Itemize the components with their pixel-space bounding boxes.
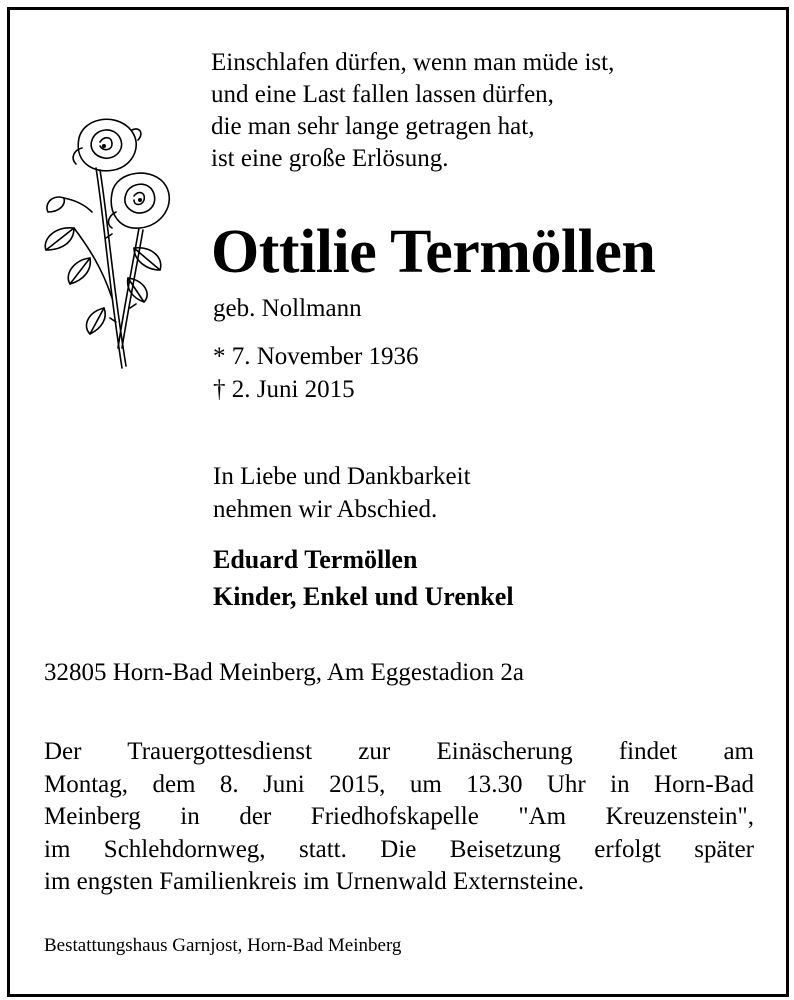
family-signature: [213, 541, 514, 615]
service-line: Montag, dem 8. Juni 2015, um 13.30 Uhr in Horn-Bad: [44, 770, 754, 798]
family-address: 32805 Horn-Bad Meinberg, Am Eggestadion 2a: [44, 659, 525, 686]
funeral-home: Bestattungshaus Garnjost, Horn-Bad Meinberg: [44, 935, 402, 956]
poem-line: und eine Last fallen lassen dürfen,: [211, 81, 554, 108]
poem-line: ist eine große Erlösung.: [211, 145, 449, 172]
service-line: Der Trauergottesdienst zur Einäscherung findet am: [44, 738, 754, 765]
poem: [211, 47, 614, 175]
service-line: im Schlehdornweg, statt. Die Beisetzung erfolgt später: [44, 835, 754, 863]
birth-date: * 7. November 1936: [213, 343, 419, 370]
deceased-name: Ottilie Termöllen: [211, 218, 656, 286]
service-announcement: [44, 736, 754, 899]
family-line: Eduard Termöllen: [213, 545, 418, 574]
life-dates: [213, 340, 419, 406]
farewell-text: [213, 460, 471, 526]
service-line: Meinberg in der Friedhofskapelle "Am Kreuzenstein",: [44, 803, 754, 830]
maiden-name: geb. Nollmann: [213, 295, 362, 322]
poem-line: Einschlafen dürfen, wenn man müde ist,: [211, 49, 615, 76]
rose-icon: [34, 108, 184, 378]
death-date: † 2. Juni 2015: [213, 376, 355, 403]
poem-line: die man sehr lange getragen hat,: [211, 113, 535, 140]
family-line: Kinder, Enkel und Urenkel: [213, 582, 514, 611]
service-line: im engsten Familienkreis im Urnenwald Externsteine.: [44, 868, 585, 895]
farewell-line: In Liebe und Dankbarkeit: [213, 463, 471, 490]
farewell-line: nehmen wir Abschied.: [213, 496, 438, 523]
